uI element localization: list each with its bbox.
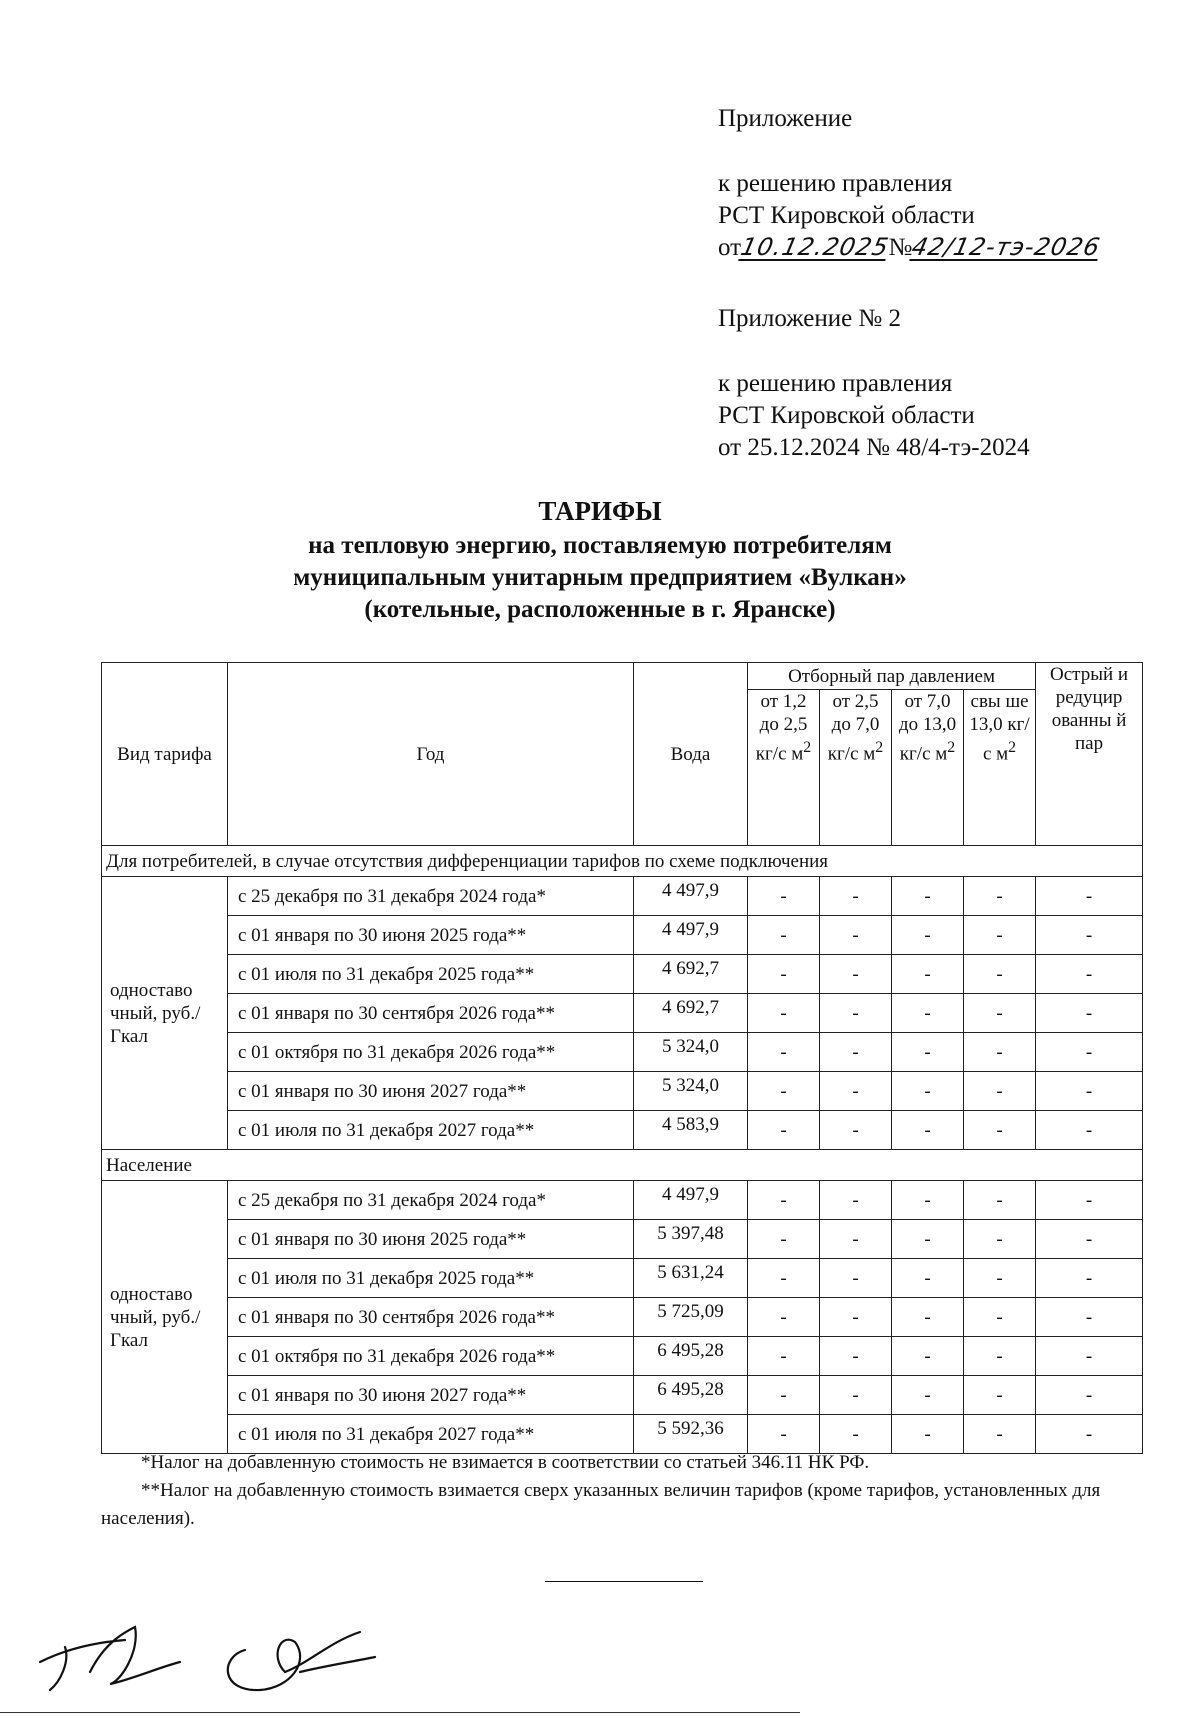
period-cell: с 01 июля по 31 декабря 2025 года**: [228, 1259, 634, 1298]
handwritten-signature-icon: [30, 1612, 390, 1702]
sharp-steam-value: -: [1036, 1181, 1143, 1220]
appendix-title: Приложение: [718, 105, 853, 132]
water-value: 4 497,9: [634, 1181, 748, 1220]
period-cell: с 01 января по 30 июня 2027 года**: [228, 1376, 634, 1415]
appendix-block-1: [718, 103, 852, 135]
pressure-2-value: -: [820, 877, 892, 916]
title-tariffs: ТАРИФЫ: [538, 496, 662, 526]
table-row: [102, 994, 1143, 1033]
water-value: 5 725,09: [634, 1298, 748, 1337]
sharp-steam-value: -: [1036, 877, 1143, 916]
sharp-steam-value: -: [1036, 916, 1143, 955]
pressure-4-value: -: [964, 1259, 1036, 1298]
pressure-2-value: -: [820, 1415, 892, 1454]
pressure-3-value: -: [892, 994, 964, 1033]
sharp-steam-value: -: [1036, 1259, 1143, 1298]
title-line-2: на тепловую энергию, поставляемую потребителям: [308, 532, 892, 559]
pressure-1-value: -: [748, 1376, 820, 1415]
pressure-1-value: -: [748, 1072, 820, 1111]
water-value: 5 324,0: [634, 1033, 748, 1072]
table-row: [102, 1259, 1143, 1298]
pressure-3-value: -: [892, 1415, 964, 1454]
sharp-steam-value: -: [1036, 1337, 1143, 1376]
title-line-4: (котельные, расположенные в г. Яранске): [364, 596, 836, 623]
appendix-block-3: [718, 303, 901, 335]
pressure-4-value: -: [964, 1220, 1036, 1259]
pressure-4-value: -: [964, 1376, 1036, 1415]
pressure-3-value: -: [892, 1111, 964, 1150]
handwritten-number: 42/12-тэ-2026: [909, 233, 1104, 261]
pressure-1-value: -: [748, 994, 820, 1033]
footnote-1: *Налог на добавленную стоимость не взимается в соответствии со статьей 346.11 НК РФ.: [141, 1452, 870, 1473]
water-value: 5 592,36: [634, 1415, 748, 1454]
table-row: [102, 916, 1143, 955]
pressure-2-value: -: [820, 1072, 892, 1111]
bottom-rule: [0, 1712, 800, 1713]
pressure-4-value: -: [964, 994, 1036, 1033]
sharp-steam-value: -: [1036, 1298, 1143, 1337]
pressure-4-value: -: [964, 1298, 1036, 1337]
pressure-3-value: -: [892, 1259, 964, 1298]
section-title-row: [102, 846, 1143, 877]
pressure-4-value: -: [964, 1181, 1036, 1220]
header-kind: Вид тарифа: [102, 663, 228, 846]
pressure-3-value: -: [892, 1181, 964, 1220]
pressure-3-value: -: [892, 1376, 964, 1415]
table-row: [102, 1111, 1143, 1150]
water-value: 5 631,24: [634, 1259, 748, 1298]
appendix-2-date: от 25.12.2024 № 48/4-тэ-2024: [718, 434, 1030, 461]
handwritten-date: 10.12.2025: [738, 233, 892, 261]
appendix-2-decision: к решению правления: [718, 370, 953, 397]
pressure-3-value: -: [892, 1337, 964, 1376]
water-value: 5 324,0: [634, 1072, 748, 1111]
pressure-2-value: -: [820, 1111, 892, 1150]
appendix-authority: РСТ Кировской области: [718, 202, 975, 229]
pressure-4-value: -: [964, 877, 1036, 916]
water-value: 4 692,7: [634, 955, 748, 994]
water-value: 4 497,9: [634, 877, 748, 916]
pressure-2-value: -: [820, 1259, 892, 1298]
appendix-block-4: [718, 368, 1030, 464]
section-title-row: [102, 1150, 1143, 1181]
period-cell: с 25 декабря по 31 декабря 2024 года*: [228, 1181, 634, 1220]
pressure-2-value: -: [820, 1033, 892, 1072]
appendix-block-2: [718, 168, 1104, 264]
table-row: [102, 1337, 1143, 1376]
water-value: 4 583,9: [634, 1111, 748, 1150]
appendix-2-title: Приложение № 2: [718, 305, 902, 332]
header-pressure-3: от 7,0 до 13,0 кг/с $м^2$: [892, 690, 964, 846]
footnote-2: **Налог на добавленную стоимость взимается сверх указанных величин тарифов (кроме тарифов, установленных для населения).: [101, 1480, 1101, 1529]
section-title: Население: [102, 1150, 1143, 1181]
header-pressure-1: от 1,2 до 2,5 кг/с $м^2$: [748, 690, 820, 846]
pressure-4-value: -: [964, 1033, 1036, 1072]
document-title: [0, 495, 1200, 626]
table-row: [102, 1072, 1143, 1111]
table-row: [102, 955, 1143, 994]
sharp-steam-value: -: [1036, 955, 1143, 994]
pressure-1-value: -: [748, 1298, 820, 1337]
pressure-2-value: -: [820, 1298, 892, 1337]
period-cell: с 01 января по 30 июня 2025 года**: [228, 1220, 634, 1259]
pressure-1-value: -: [748, 1033, 820, 1072]
pressure-3-value: -: [892, 1220, 964, 1259]
table-row: [102, 1220, 1143, 1259]
period-cell: с 01 октября по 31 декабря 2026 года**: [228, 1337, 634, 1376]
period-cell: с 01 июля по 31 декабря 2025 года**: [228, 955, 634, 994]
table-body: [102, 846, 1143, 1454]
pressure-3-value: -: [892, 1072, 964, 1111]
pressure-1-value: -: [748, 1181, 820, 1220]
table-row: [102, 1033, 1143, 1072]
tariff-kind: одноставо чный, руб./Гкал: [102, 1181, 228, 1454]
pressure-4-value: -: [964, 1072, 1036, 1111]
tariff-kind: одноставо чный, руб./Гкал: [102, 877, 228, 1150]
table-row: [102, 1181, 1143, 1220]
pressure-3-value: -: [892, 877, 964, 916]
footnotes: [101, 1449, 1142, 1533]
pressure-3-value: -: [892, 955, 964, 994]
sharp-steam-value: -: [1036, 1072, 1143, 1111]
appendix-date-line: от10.12.2025№42/12-тэ-2026: [718, 233, 1104, 261]
pressure-2-value: -: [820, 1337, 892, 1376]
pressure-3-value: -: [892, 1298, 964, 1337]
header-water: Вода: [634, 663, 748, 846]
header-steam-group: Отборный пар давлением: [748, 663, 1036, 690]
sharp-steam-value: -: [1036, 1415, 1143, 1454]
pressure-1-value: -: [748, 1415, 820, 1454]
pressure-1-value: -: [748, 916, 820, 955]
period-cell: с 01 января по 30 июня 2025 года**: [228, 916, 634, 955]
pressure-2-value: -: [820, 1220, 892, 1259]
period-cell: с 01 октября по 31 декабря 2026 года**: [228, 1033, 634, 1072]
table-row: [102, 877, 1143, 916]
header-pressure-4: свы ше 13,0 кг/с $м^2$: [964, 690, 1036, 846]
pressure-2-value: -: [820, 955, 892, 994]
pressure-2-value: -: [820, 916, 892, 955]
pressure-1-value: -: [748, 1111, 820, 1150]
section-title: Для потребителей, в случае отсутствия дифференциации тарифов по схеме подключения: [102, 846, 1143, 877]
sharp-steam-value: -: [1036, 1220, 1143, 1259]
header-sharp-steam: Острый и редуцир ованны й пар: [1036, 663, 1143, 846]
pressure-1-value: -: [748, 1259, 820, 1298]
pressure-1-value: -: [748, 1220, 820, 1259]
sharp-steam-value: -: [1036, 1111, 1143, 1150]
period-cell: с 01 января по 30 сентября 2026 года**: [228, 994, 634, 1033]
header-pressure-2: от 2,5 до 7,0 кг/с $м^2$: [820, 690, 892, 846]
separator-rule: [545, 1581, 703, 1582]
period-cell: с 01 января по 30 сентября 2026 года**: [228, 1298, 634, 1337]
period-cell: с 01 января по 30 июня 2027 года**: [228, 1072, 634, 1111]
appendix-decision: к решению правления: [718, 170, 953, 197]
pressure-2-value: -: [820, 1181, 892, 1220]
pressure-3-value: -: [892, 916, 964, 955]
pressure-1-value: -: [748, 877, 820, 916]
water-value: 5 397,48: [634, 1220, 748, 1259]
table-row: [102, 1376, 1143, 1415]
pressure-4-value: -: [964, 1337, 1036, 1376]
water-value: 4 497,9: [634, 916, 748, 955]
water-value: 6 495,28: [634, 1337, 748, 1376]
table-row: [102, 1415, 1143, 1454]
sharp-steam-value: -: [1036, 994, 1143, 1033]
pressure-4-value: -: [964, 916, 1036, 955]
pressure-1-value: -: [748, 955, 820, 994]
header-year: Год: [228, 663, 634, 846]
tariffs-table: [101, 662, 1143, 1454]
title-line-3: муниципальным унитарным предприятием «Вулкан»: [293, 564, 907, 591]
water-value: 6 495,28: [634, 1376, 748, 1415]
water-value: 4 692,7: [634, 994, 748, 1033]
sharp-steam-value: -: [1036, 1376, 1143, 1415]
period-cell: с 01 июля по 31 декабря 2027 года**: [228, 1111, 634, 1150]
pressure-2-value: -: [820, 1376, 892, 1415]
pressure-3-value: -: [892, 1033, 964, 1072]
pressure-4-value: -: [964, 955, 1036, 994]
sharp-steam-value: -: [1036, 1033, 1143, 1072]
pressure-2-value: -: [820, 994, 892, 1033]
period-cell: с 01 июля по 31 декабря 2027 года**: [228, 1415, 634, 1454]
period-cell: с 25 декабря по 31 декабря 2024 года*: [228, 877, 634, 916]
pressure-4-value: -: [964, 1415, 1036, 1454]
pressure-1-value: -: [748, 1337, 820, 1376]
table-row: [102, 1298, 1143, 1337]
pressure-4-value: -: [964, 1111, 1036, 1150]
appendix-2-authority: РСТ Кировской области: [718, 402, 975, 429]
